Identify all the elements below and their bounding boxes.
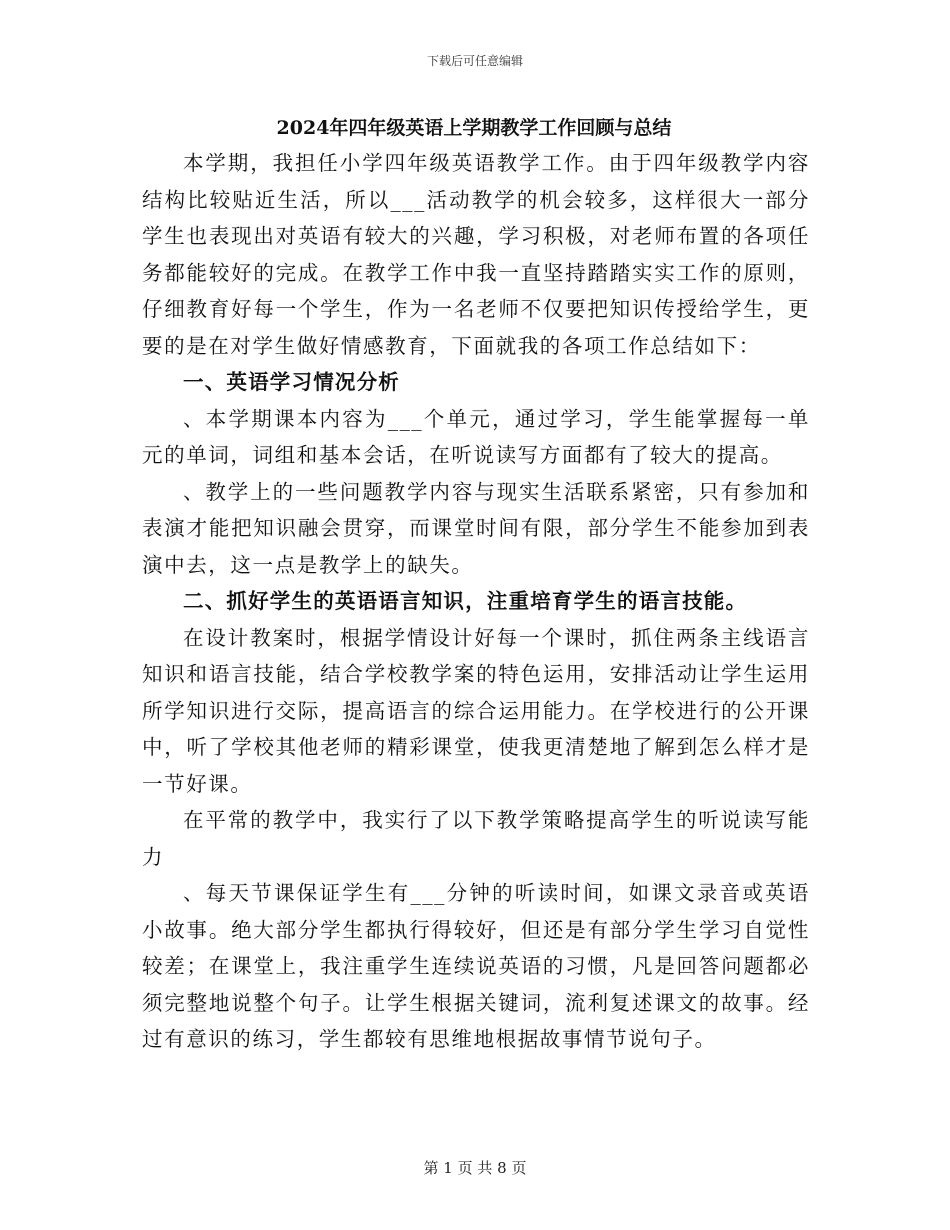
- paragraph-lesson-design: 在设计教案时，根据学情设计好每一个课时，抓住两条主线语言知识和语言技能，结合学校教学案的特色运用，安排活动让学生运用所学知识进行交际，提高语言的综合运用能力。在学校进行的公开课中，听了学校其他老师的精彩课堂，使我更清楚地了解到怎么样才是一节好课。: [142, 625, 810, 796]
- section-heading-1: 一、英语学习情况分析: [183, 370, 400, 394]
- header-note: 下载后可任意编辑: [426, 54, 523, 68]
- page-footer: 第 1 页 共 8 页: [423, 1159, 527, 1177]
- section-heading-2: 二、抓好学生的英语语言知识，注重培育学生的语言技能。: [183, 589, 748, 613]
- paragraph-units: 、本学期课本内容为___个单元，通过学习，学生能掌握每一单元的单词，词组和基本会话，在听说读写方面都有了较大的提高。: [142, 406, 810, 467]
- document-body: [142, 145, 810, 1058]
- paragraph-listening: 、每天节课保证学生有___分钟的听读时间，如课文录音或英语小故事。绝大部分学生都执行得较好，但还是有部分学生学习自觉性较差；在课堂上，我注重学生连续说英语的习惯，凡是回答问题都必须完整地说整个句子。让学生根据关键词，流利复述课文的故事。经过有意识的练习，学生都较有思维地根据故事情节说句子。: [142, 881, 810, 1051]
- paragraph-problems: 、教学上的一些问题教学内容与现实生活联系紧密，只有参加和表演才能把知识融会贯穿，而课堂时间有限，部分学生不能参加到表演中去，这一点是教学上的缺失。: [142, 479, 810, 577]
- intro-paragraph: 本学期，我担任小学四年级英语教学工作。由于四年级教学内容结构比较贴近生活，所以___活动教学的机会较多，这样很大一部分学生也表现出对英语有较大的兴趣，学习积极，对老师布置的各项任务都能较好的完成。在教学工作中我一直坚持踏踏实实工作的原则，仔细教育好每一个学生，作为一名老师不仅要把知识传授给学生，更要的是在对学生做好情感教育，下面就我的各项工作总结如下：: [142, 151, 810, 358]
- paragraph-strategies: 在平常的教学中，我实行了以下教学策略提高学生的听说读写能力: [142, 808, 810, 869]
- document-title: 2024年四年级英语上学期教学工作回顾与总结: [276, 117, 672, 139]
